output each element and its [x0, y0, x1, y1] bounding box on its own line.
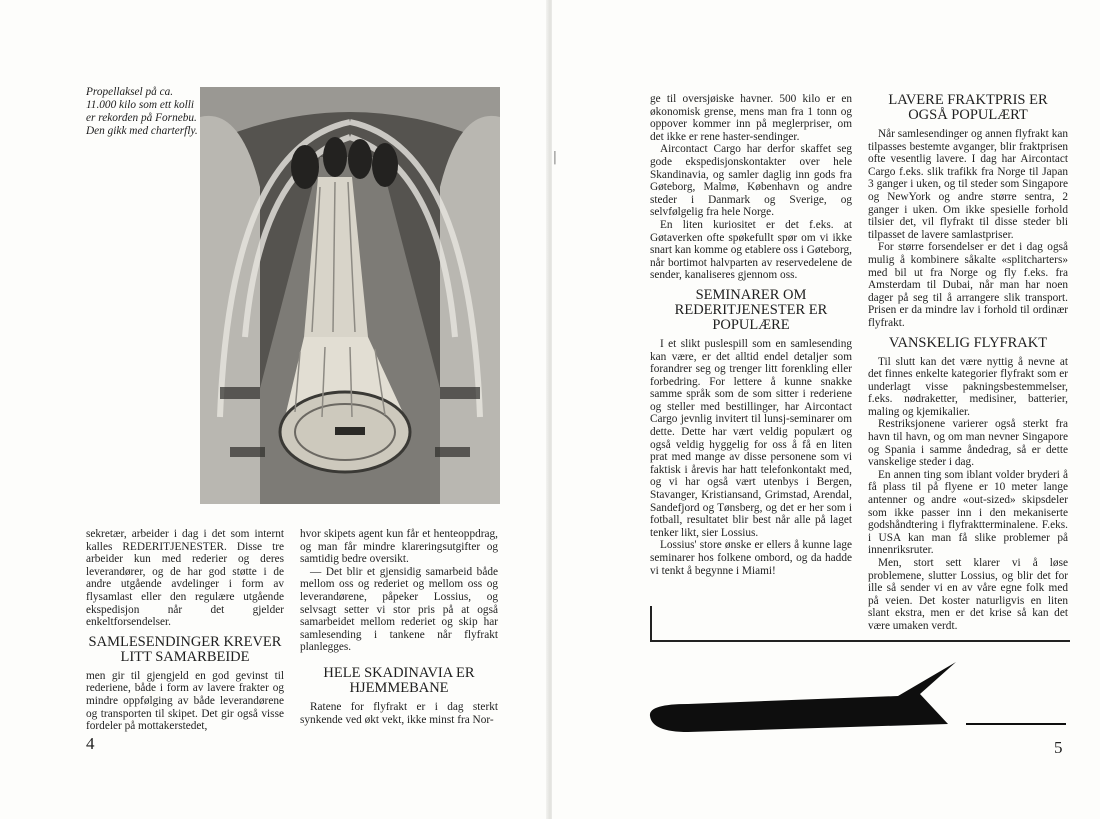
page-number: 4 [86, 734, 95, 753]
section-heading: LAVERE FRAKTPRIS ER OGSÅ POPULÆRT [888, 92, 1048, 123]
paragraph: Restriksjonene varierer også sterkt fra havn til havn, og om man nevner Singapore og Spania i samme åndedrag, så er dette vanskelige steder i dag. [868, 418, 1068, 469]
paragraph: Til slutt kan det være nyttig å nevne at det finnes enkelte kategorier flyfrakt som er underlagt visse pakningsbestemmelser, f.eks. nødraketter, medisiner, batterier, maling og kjemikalier. [868, 355, 1068, 418]
vertical-rule [650, 606, 652, 642]
paragraph: sekretær, arbeider i dag i det som internt kalles REDERITJENESTER. Disse tre arbeider kun med rederier og deres leverandører, og de har god støtte i de andre utgående avdelinger i form av flysamlast eller den regulære utgående ekspedisjon når det gjelder enkeltforsendelser. [86, 528, 284, 629]
paragraph: — Det blir et gjensidig samarbeid både mellom oss og rederiet og mellom oss og leverandørene, påpeker Lossius, og selvsagt setter vi stor pris på at også samarbeidet mellom rederiet og skip har samlesending i tankene når flyfrakt planlegges. [300, 565, 498, 654]
right-column-2 [868, 93, 1068, 633]
right-page [552, 0, 1100, 819]
section-heading: VANSKELIG FLYFRAKT [888, 334, 1048, 351]
arrow-graphic [648, 660, 1072, 736]
photo-caption: Propellaksel på ca. 11.000 kilo som ett kolli er rekorden på Fornebu. Den gikk med charterfly. [86, 86, 198, 137]
paragraph: Når samlesendinger og annen flyfrakt kan tilpasses bestemte avganger, blir fraktprisen ofte vesentlig lavere. I dag har Aircontact Cargo f.eks. slik trafikk fra Norge til Japan 3 ganger i uken, og til steder som Singapore og NewYork og andre større sentra, 2 ganger i uken. Om ikke spesielle forhold tilsier det, vil flyfrakt til disse steder bli tilpasset de lavere samlastpriser. [868, 128, 1068, 241]
paragraph: Men, stort sett klarer vi å løse problemene, slutter Lossius, og blir det for ille så sender vi en av våre egne folk med på veien. Det koster naturligvis en liten slant ekstra, men er det krise så kan det være umaken verdt. [868, 557, 1068, 632]
left-column-1 [86, 528, 284, 733]
right-column-1 [650, 93, 852, 577]
cargo-photo-drawing [200, 87, 500, 504]
paragraph: hvor skipets agent kun får et henteoppdrag, og man får mindre klareringsutgifter og samtidig bedre oversikt. [300, 528, 498, 566]
paragraph: En annen ting som iblant volder bryderi å få plass til på flyene er 10 meter lange antenner og andre «out-sized» skipsdeler som ikke passer inn i den mekaniserte godshåndtering i flyfraktterminalene. F.eks. i USA kan man få slike problemer på innenriksruter. [868, 468, 1068, 557]
left-page [0, 0, 548, 819]
text-cursor-icon: │ [552, 152, 559, 164]
paragraph: Lossius' store ønske er ellers å kunne lage seminarer hos folkene ombord, og da hadde vi tenkt å begynne i Miami! [650, 539, 852, 577]
section-heading: SAMLESENDINGER KREVER LITT SAMARBEIDE [88, 633, 282, 665]
section-heading: HELE SKADINAVIA ER HJEMMEBANE [323, 664, 475, 696]
paragraph: Aircontact Cargo har derfor skaffet seg gode ekspedisjonskontakter over hele Skandinavia, og samler daglig inn gods fra Gøteborg, Malmø, København og andre steder i Danmark og Sverige, og selvfølgelig fra hele Norge. [650, 143, 852, 219]
paragraph: I et slikt puslespill som en samlesending kan være, er det alltid endel detaljer som forandrer seg og trenger litt forenkling eller forbedring. For lettere å kunne snakke samme språk som de som sitter i rederiene og steller med bestillinger, har Aircontact Cargo jevnlig invitert til lunsj-seminarer om dette. Dette har vært veldig populært og også veldig hyggelig for oss å få en liten prat med mange av disse personene som vi faktisk i årevis har hatt telefonkontakt med, og vi har også vært utenbys i Bergen, Stavanger, Kristiansand, Grimstad, Arendal, Sandefjord og Tønsberg, og det er her som i fotball, resultatet blir best når alle på laget tenker likt, sier Lossius. [650, 337, 852, 539]
section-heading: SEMINARER OM REDERITJENESTER ER POPULÆRE [674, 286, 828, 333]
paragraph: ge til oversjøiske havner. 500 kilo er en økonomisk grense, mens man fra 1 tonn og oppover kommer inn på meglerpriser, om det ikke er rene haster-sendinger. [650, 93, 852, 143]
paragraph: men gir til gjengjeld en god gevinst til rederiene, både i form av lavere frakter og mindre oppfølging av både leverandørene og transporten til skipet. Det gir også visse fordeler på mottakerstedet, [86, 669, 284, 733]
paragraph: For større forsendelser er det i dag også mulig å kombinere såkalte «splitcharters» med bil ut fra Norge og fly f.eks. fra Amsterdam til Dubai, når man har noen dager på seg til å arrangere slik transport. Prisen er da mindre lav i forhold til ordinær flyfrakt. [868, 241, 1068, 329]
left-column-2 [300, 528, 498, 726]
page-number: 5 [1054, 738, 1063, 757]
cargo-photo [200, 87, 500, 504]
paragraph: En liten kuriositet er det f.eks. at Gøtaverken ofte spøkefullt spør om vi ikke snart kan komme og etablere oss i Gøteborg, når bortimot halvparten av reservedelene de sender, kanaliseres gjennom oss. [650, 218, 852, 282]
paragraph: Ratene for flyfrakt er i dag sterkt synkende ved økt vekt, ikke minst fra Nor- [300, 700, 498, 726]
horizontal-rule [650, 640, 1070, 642]
